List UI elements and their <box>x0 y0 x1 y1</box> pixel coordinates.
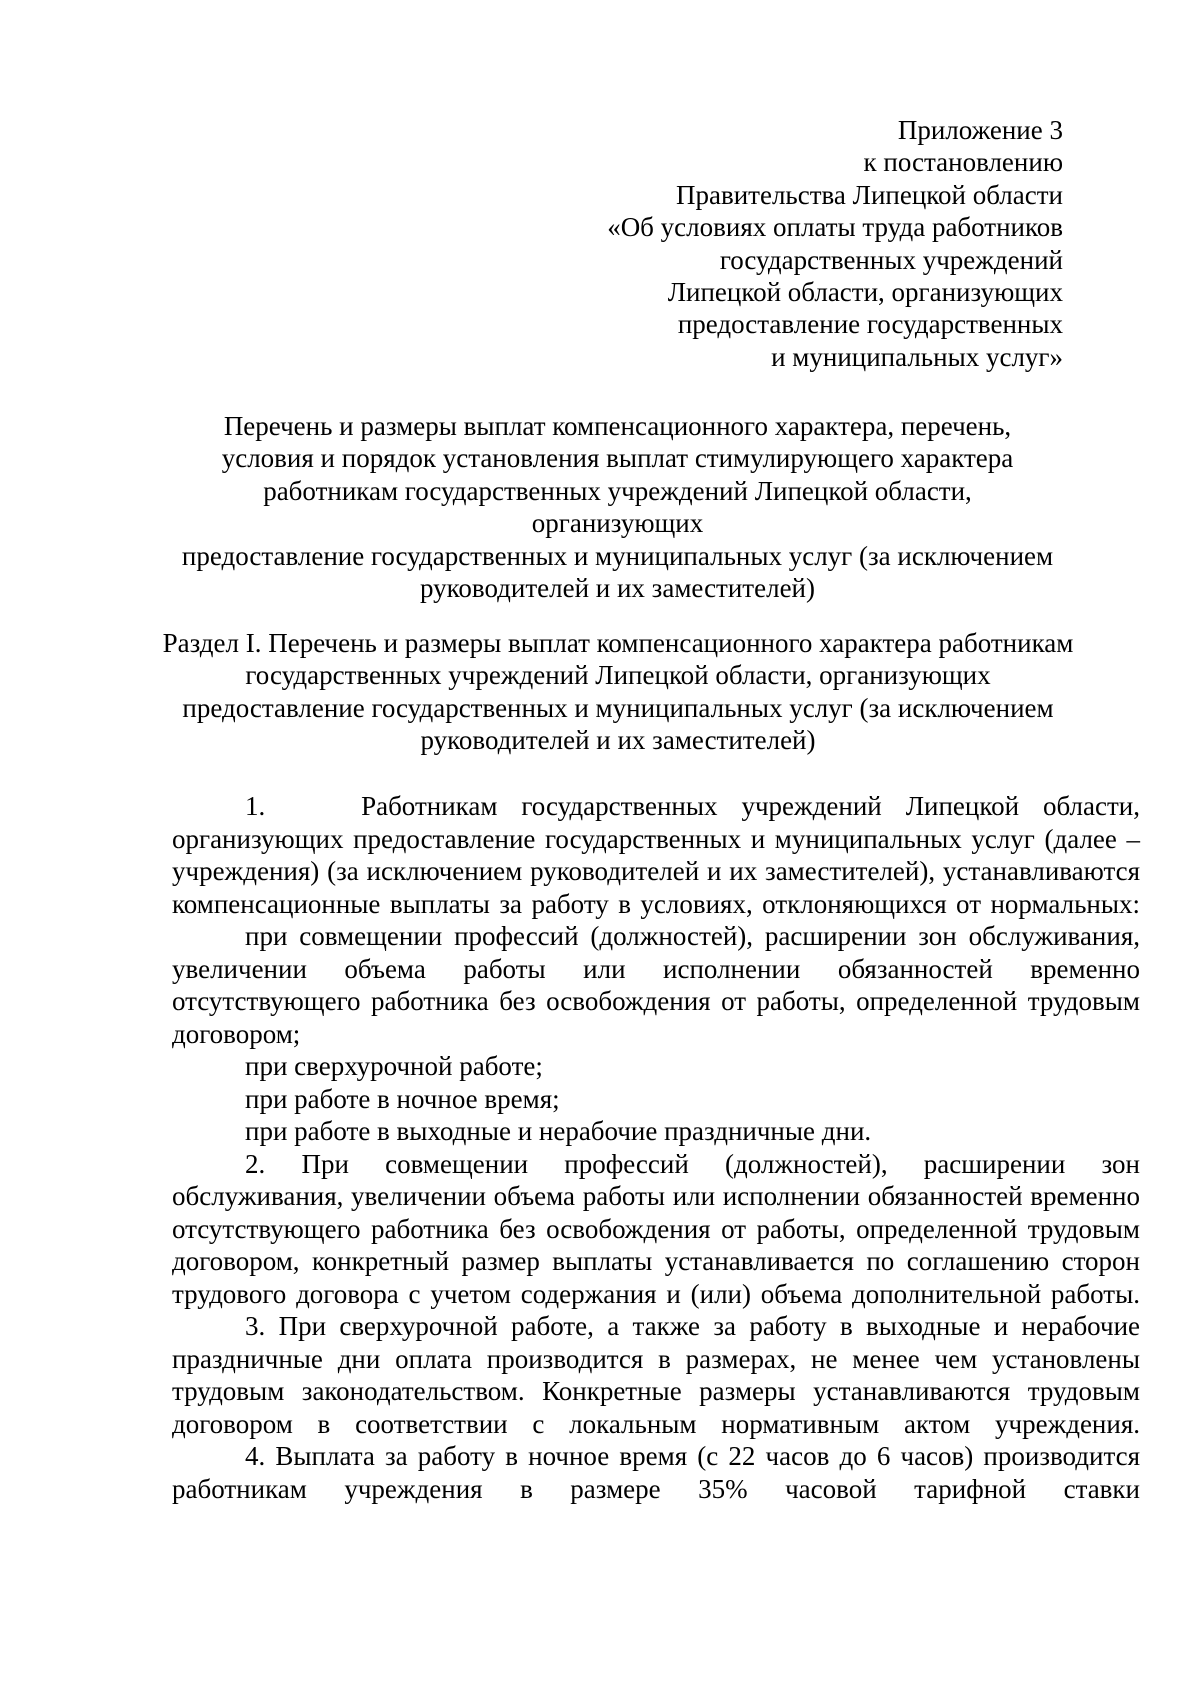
document-title <box>175 410 1060 604</box>
section-heading-line: руководителей и их заместителей) <box>420 725 816 756</box>
title-line: руководителей и их заместителей) <box>419 573 815 604</box>
paragraph-1-item: при работе в выходные и нерабочие праздничные дни. <box>245 1116 872 1146</box>
paragraph-1-item: при совмещении профессий (должностей), расширении зон обслуживания, увеличении объема работы или исполнении обязанностей временно отсутствующего работника без освобождения от работы, определенной трудовым договором; <box>172 921 1140 1049</box>
section-heading-line: Раздел I. Перечень и размеры выплат компенсационного характера работникам <box>162 628 1074 658</box>
section-heading <box>158 627 1078 757</box>
appendix-line: Приложение 3 <box>897 115 1063 145</box>
title-line: работникам государственных учреждений Липецкой области, организующих <box>263 475 972 539</box>
appendix-line: Правительства Липецкой области <box>675 179 1063 210</box>
appendix-line: государственных учреждений <box>719 244 1063 275</box>
appendix-line: «Об условиях оплаты труда работников <box>607 212 1063 243</box>
paragraph-1: 1. Работникам государственных учреждений Липецкой области, организующих предоставление государственных и муниципальных услуг (далее – учреждения) (за исключением руководителей и их заместителей), устанавливаются компенсационные выплаты за работу в условиях, отклоняющихся от нормальных: <box>172 791 1140 919</box>
appendix-line: Липецкой области, организующих <box>667 277 1063 308</box>
paragraph-4: 4. Выплата за работу в ночное время (с 22 часов до 6 часов) производится работникам учреждения в размере 35% часовой тарифной ставки <box>172 1441 1140 1504</box>
appendix-line: к постановлению <box>863 147 1063 178</box>
paragraph-1-item: при сверхурочной работе; <box>245 1051 543 1081</box>
appendix-line: предоставление государственных <box>677 309 1063 340</box>
title-line: предоставление государственных и муниципальных услуг (за исключением <box>181 540 1054 571</box>
section-body <box>172 790 1140 1505</box>
title-line: условия и порядок установления выплат стимулирующего характера <box>221 443 1014 474</box>
appendix-line: и муниципальных услуг» <box>771 341 1063 372</box>
paragraph-3: 3. При сверхурочной работе, а также за работу в выходные и нерабочие праздничные дни оплата производится в размерах, не менее чем установлены трудовым законодательством. Конкретные размеры устанавливаются трудовым договором в соответствии с локальным нормативным актом учреждения. <box>172 1311 1140 1439</box>
section-heading-line: государственных учреждений Липецкой области, организующих <box>245 660 991 691</box>
title-line: Перечень и размеры выплат компенсационного характера, перечень, <box>223 411 1012 441</box>
paragraph-1-item: при работе в ночное время; <box>245 1083 560 1114</box>
section-heading-line: предоставление государственных и муниципальных услуг (за исключением <box>182 692 1054 723</box>
paragraph-2: 2. При совмещении профессий (должностей), расширении зон обслуживания, увеличении объема работы или исполнении обязанностей временно отсутствующего работника без освобождения от работы, определенной трудовым договором, конкретный размер выплаты устанавливается по соглашению сторон трудового договора с учетом содержания и (или) объема дополнительной работы. <box>172 1148 1140 1309</box>
appendix-header <box>503 114 1063 373</box>
